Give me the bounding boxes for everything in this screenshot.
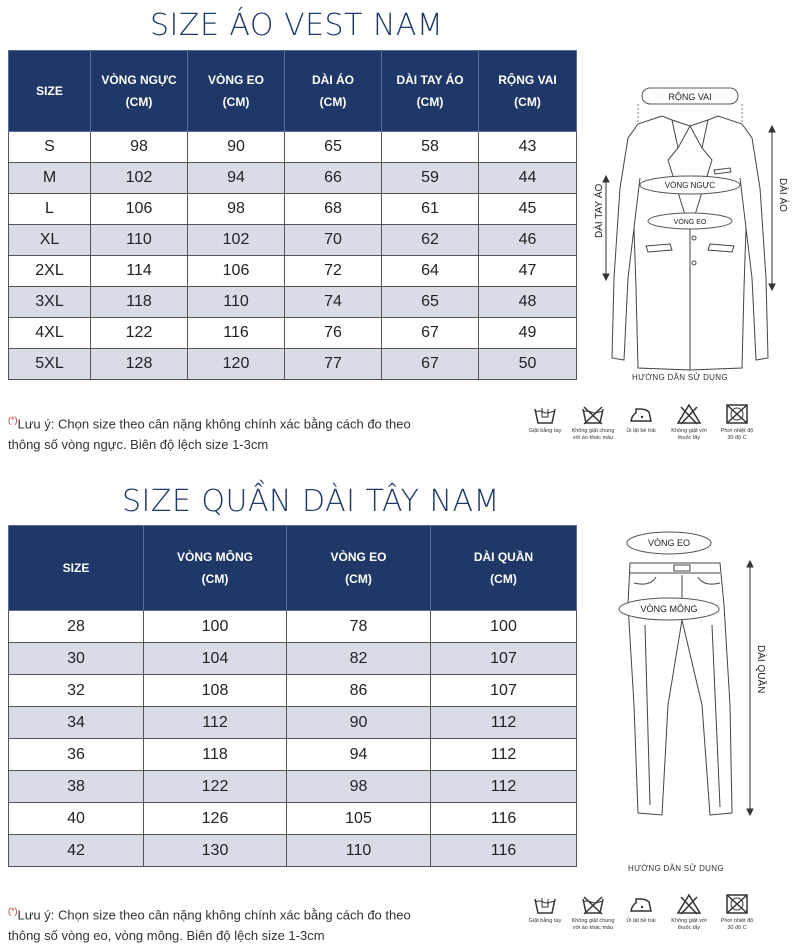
- table-cell: 90: [287, 707, 431, 739]
- table-cell: XL: [9, 225, 91, 256]
- care-item: [521, 893, 569, 932]
- table-cell: 107: [431, 675, 577, 707]
- table-cell: 100: [431, 611, 577, 643]
- table-cell: 90: [188, 132, 285, 163]
- table-cell: 105: [287, 803, 431, 835]
- table-cell: 130: [144, 835, 287, 867]
- table-cell: 58: [382, 132, 479, 163]
- vest-note-line1: Lưu ý: Chọn size theo cân nặng không chính xác bằng cách đo theo: [17, 416, 411, 432]
- table-row: [9, 194, 577, 225]
- table-cell: 4XL: [9, 318, 91, 349]
- table-cell: M: [9, 163, 91, 194]
- vest-header-shoulder: RỘNG VAI (CM): [479, 51, 577, 132]
- table-cell: 30: [9, 643, 144, 675]
- care-label: Không giặt chung với áo khác màu: [571, 918, 615, 931]
- table-cell: 43: [479, 132, 577, 163]
- table-cell: 2XL: [9, 256, 91, 287]
- table-cell: 70: [285, 225, 382, 256]
- table-cell: 38: [9, 771, 144, 803]
- table-row: [9, 835, 577, 867]
- table-cell: 34: [9, 707, 144, 739]
- pants-header-length: DÀI QUẦN (CM): [431, 526, 577, 611]
- table-cell: 44: [479, 163, 577, 194]
- table-cell: 98: [188, 194, 285, 225]
- table-row: [9, 256, 577, 287]
- vest-header-length: DÀI ÁO (CM): [285, 51, 382, 132]
- table-cell: 108: [144, 675, 287, 707]
- jacket-length-label: DÀI ÁO: [777, 178, 788, 212]
- pants-length-label: DÀI QUẦN: [755, 645, 766, 694]
- table-cell: 102: [188, 225, 285, 256]
- care-item: [569, 893, 617, 932]
- vest-header-chest: VÒNG NGỰC (CM): [91, 51, 188, 132]
- table-row: [9, 318, 577, 349]
- table-cell: 67: [382, 318, 479, 349]
- pants-header-row: [9, 526, 577, 611]
- table-cell: 122: [91, 318, 188, 349]
- table-cell: 36: [9, 739, 144, 771]
- table-cell: 46: [479, 225, 577, 256]
- table-cell: 66: [285, 163, 382, 194]
- care-label: Không giặt với thuốc tẩy: [671, 918, 707, 931]
- vest-header-size: SIZE: [9, 51, 91, 132]
- no-machine-wash-icon: [580, 403, 606, 425]
- table-cell: 5XL: [9, 349, 91, 380]
- table-row: [9, 675, 577, 707]
- no-bleach-icon: [676, 403, 702, 425]
- chest-label: VÒNG NGỰC: [664, 181, 716, 190]
- no-tumble-dry-icon: [724, 403, 750, 425]
- table-cell: 94: [188, 163, 285, 194]
- care-item: [569, 403, 617, 442]
- table-cell: 114: [91, 256, 188, 287]
- pants-size-title: SIZE QUẦN DÀI TÂY NAM: [122, 484, 500, 519]
- care-label: Giặt bằng tay: [528, 428, 562, 434]
- table-cell: 65: [285, 132, 382, 163]
- table-cell: 3XL: [9, 287, 91, 318]
- table-cell: 122: [144, 771, 287, 803]
- table-row: [9, 611, 577, 643]
- vest-header-sleeve: DÀI TAY ÁO (CM): [382, 51, 479, 132]
- table-cell: 120: [188, 349, 285, 380]
- table-cell: 59: [382, 163, 479, 194]
- table-cell: 86: [287, 675, 431, 707]
- table-cell: 28: [9, 611, 144, 643]
- table-cell: 49: [479, 318, 577, 349]
- jacket-diagram: [590, 78, 790, 378]
- table-cell: 112: [431, 739, 577, 771]
- hand-wash-icon: [532, 403, 558, 425]
- table-cell: 112: [144, 707, 287, 739]
- care-label: Phơi nhiệt độ 30 độ C: [720, 918, 754, 931]
- table-cell: 110: [91, 225, 188, 256]
- table-cell: 72: [285, 256, 382, 287]
- table-cell: 65: [382, 287, 479, 318]
- table-cell: 106: [188, 256, 285, 287]
- pants-diagram: [590, 525, 790, 860]
- table-cell: S: [9, 132, 91, 163]
- table-cell: 116: [431, 835, 577, 867]
- table-cell: 76: [285, 318, 382, 349]
- table-cell: 102: [91, 163, 188, 194]
- care-label: Ủi lật bề trái: [626, 428, 656, 434]
- no-tumble-dry-icon: [724, 893, 750, 915]
- table-cell: 107: [431, 643, 577, 675]
- table-row: [9, 771, 577, 803]
- care-item: [713, 403, 761, 442]
- table-cell: 67: [382, 349, 479, 380]
- table-row: [9, 287, 577, 318]
- pants-note-line2: thông số vòng eo, vòng mông. Biên độ lệch size 1-3cm: [8, 928, 325, 944]
- table-cell: 77: [285, 349, 382, 380]
- no-machine-wash-icon: [580, 893, 606, 915]
- table-cell: 82: [287, 643, 431, 675]
- table-cell: 118: [91, 287, 188, 318]
- table-cell: 106: [91, 194, 188, 225]
- table-cell: 61: [382, 194, 479, 225]
- table-row: [9, 707, 577, 739]
- pants-hip-label: VÒNG MÔNG: [640, 604, 698, 614]
- hand-wash-icon: [532, 893, 558, 915]
- table-row: [9, 163, 577, 194]
- care-item: [665, 893, 713, 932]
- care-label: Phơi nhiệt độ 30 độ C: [720, 428, 754, 441]
- pants-header-hip: VÒNG MÔNG (CM): [144, 526, 287, 611]
- table-cell: L: [9, 194, 91, 225]
- table-cell: 42: [9, 835, 144, 867]
- table-cell: 104: [144, 643, 287, 675]
- shoulder-width-label: RỘNG VAI: [668, 92, 712, 102]
- table-cell: 128: [91, 349, 188, 380]
- vest-size-table: [8, 50, 577, 380]
- vest-note-line2: thông số vòng ngực. Biên độ lệch size 1-3cm: [8, 437, 269, 453]
- note-asterisk: (*): [8, 906, 18, 916]
- pants-care-guide-title: HƯỚNG DẪN SỬ DỤNG: [628, 864, 724, 873]
- table-cell: 62: [382, 225, 479, 256]
- pants-size-table: [8, 525, 577, 867]
- no-bleach-icon: [676, 893, 702, 915]
- vest-care-icons: [521, 403, 800, 442]
- table-cell: 98: [91, 132, 188, 163]
- vest-size-note: [8, 410, 488, 455]
- care-label: Ủi lật bề trái: [626, 918, 656, 924]
- note-asterisk: (*): [8, 415, 18, 425]
- table-cell: 74: [285, 287, 382, 318]
- care-label: Không giặt với thuốc tẩy: [671, 428, 707, 441]
- vest-header-row: [9, 51, 577, 132]
- care-item: [521, 403, 569, 442]
- table-cell: 45: [479, 194, 577, 225]
- vest-header-waist: VÒNG EO (CM): [188, 51, 285, 132]
- waist-label: VÒNG EO: [673, 219, 707, 226]
- vest-size-title: SIZE ÁO VEST NAM: [150, 8, 444, 43]
- table-cell: 98: [287, 771, 431, 803]
- table-cell: 47: [479, 256, 577, 287]
- table-cell: 100: [144, 611, 287, 643]
- pants-care-icons: [521, 893, 800, 932]
- care-item: [713, 893, 761, 932]
- table-cell: 48: [479, 287, 577, 318]
- pants-waist-label: VÒNG EO: [647, 538, 691, 548]
- pants-header-size: SIZE: [9, 526, 144, 611]
- table-cell: 50: [479, 349, 577, 380]
- table-cell: 112: [431, 707, 577, 739]
- table-cell: 68: [285, 194, 382, 225]
- table-row: [9, 643, 577, 675]
- table-cell: 126: [144, 803, 287, 835]
- vest-care-guide-title: HƯỚNG DẪN SỬ DỤNG: [632, 373, 728, 382]
- table-cell: 110: [188, 287, 285, 318]
- table-row: [9, 132, 577, 163]
- sleeve-length-label: DÀI TAY ÁO: [594, 183, 605, 238]
- table-row: [9, 739, 577, 771]
- table-cell: 116: [188, 318, 285, 349]
- table-row: [9, 349, 577, 380]
- table-cell: 94: [287, 739, 431, 771]
- pants-size-note: [8, 901, 488, 946]
- iron-icon: [628, 403, 654, 425]
- care-item: [617, 403, 665, 442]
- pants-header-waist: VÒNG EO (CM): [287, 526, 431, 611]
- iron-icon: [628, 893, 654, 915]
- table-cell: 110: [287, 835, 431, 867]
- table-cell: 116: [431, 803, 577, 835]
- table-cell: 40: [9, 803, 144, 835]
- table-row: [9, 803, 577, 835]
- table-row: [9, 225, 577, 256]
- care-item: [665, 403, 713, 442]
- table-cell: 78: [287, 611, 431, 643]
- care-label: Không giặt chung với áo khác màu: [571, 428, 615, 441]
- table-cell: 118: [144, 739, 287, 771]
- care-item: [617, 893, 665, 932]
- table-cell: 64: [382, 256, 479, 287]
- care-label: Giặt bằng tay: [528, 918, 562, 924]
- table-cell: 32: [9, 675, 144, 707]
- pants-note-line1: Lưu ý: Chọn size theo cân nặng không chính xác bằng cách đo theo: [17, 907, 411, 923]
- table-cell: 112: [431, 771, 577, 803]
